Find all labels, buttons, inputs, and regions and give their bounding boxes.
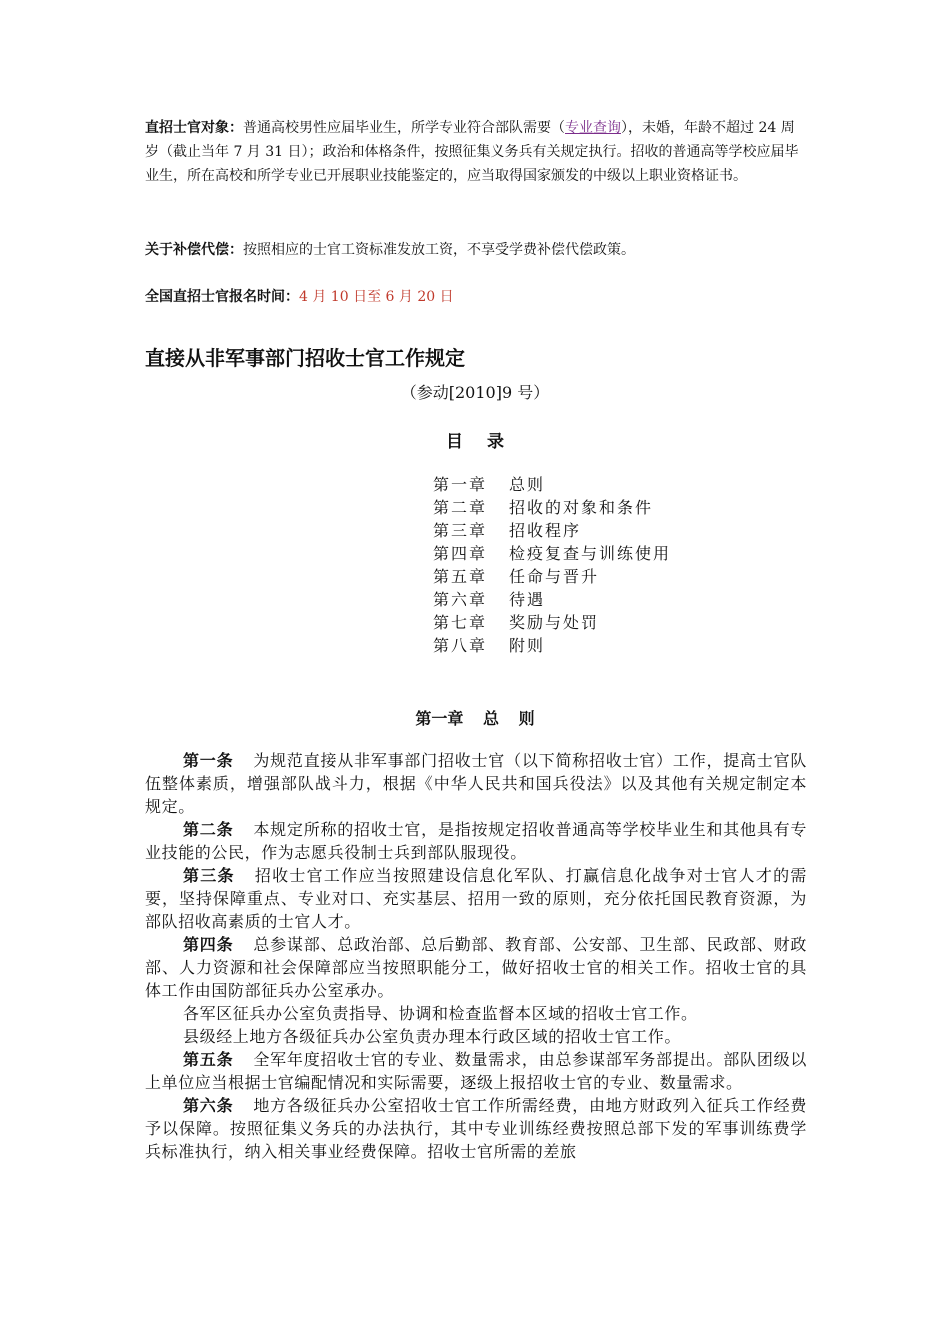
article-6 [145, 1094, 807, 1163]
toc-title: 待遇 [509, 590, 546, 609]
toc-item [433, 473, 671, 496]
article-text: 各军区征兵办公室负责指导、协调和检查监督本区域的招收士官工作。 [183, 1004, 698, 1023]
toc-chapter: 第三章 [433, 521, 488, 540]
article-text: 地方各级征兵办公室招收士官工作所需经费，由地方财政列入征兵工作经费予以保障。按照征集义务兵的办法执行，其中专业训练经费按照总部下发的军事训练费学兵标准执行，纳入相关事业经费保障。招收士官所需的差旅 [145, 1096, 807, 1161]
toc-title: 招收的对象和条件 [509, 498, 654, 517]
toc-chapter: 第五章 [433, 567, 488, 586]
registration-time-label: 全国直招士官报名时间： [145, 289, 299, 305]
article-label: 第一条 [183, 751, 234, 770]
article-text: 总参谋部、总政治部、总后勤部、教育部、公安部、卫生部、民政部、财政部、人力资源和社会保障部应当按照职能分工，做好招收士官的相关工作。招收士官的具体工作由国防部征兵办公室承办。 [145, 935, 807, 1000]
article-4 [145, 933, 807, 1002]
article-text: 县级经上地方各级征兵办公室负责办理本行政区域的招收士官工作。 [183, 1027, 682, 1046]
compensation-label: 关于补偿代偿： [145, 242, 243, 258]
toc-heading: 目录 [446, 432, 528, 452]
toc-title: 附则 [509, 636, 546, 655]
toc-title: 总则 [509, 475, 546, 494]
article-2 [145, 818, 807, 864]
document-title: 直接从非军事部门招收士官工作规定 [145, 346, 465, 370]
toc-chapter: 第四章 [433, 544, 488, 563]
article-text: 全军年度招收士官的专业、数量需求，由总参谋部军务部提出。部队团级以上单位应当根据士官编配情况和实际需要，逐级上报招收士官的专业、数量需求。 [145, 1050, 807, 1092]
toc-chapter: 第二章 [433, 498, 488, 517]
article-label: 第二条 [183, 820, 234, 839]
major-query-link[interactable]: 专业查询 [565, 120, 621, 136]
toc-chapter: 第八章 [433, 636, 488, 655]
table-of-contents [433, 473, 671, 657]
recruit-target-label: 直招士官对象： [145, 120, 243, 136]
registration-date: 4 月 10 日至 6 月 20 日 [299, 289, 454, 305]
toc-chapter: 第一章 [433, 475, 488, 494]
chapter-one-heading: 第一章 总 则 [415, 709, 535, 728]
toc-item [433, 565, 671, 588]
article-text: 本规定所称的招收士官，是指按规定招收普通高等学校毕业生和其他具有专业技能的公民，作为志愿兵役制士兵到部队服现役。 [145, 820, 807, 862]
toc-title: 招收程序 [509, 521, 582, 540]
article-label: 第六条 [183, 1096, 234, 1115]
article-4-para-3 [145, 1025, 807, 1048]
toc-title: 检疫复查与训练使用 [509, 544, 672, 563]
article-5 [145, 1048, 807, 1094]
toc-item [433, 496, 671, 519]
toc-item [433, 519, 671, 542]
document-number: （参动[2010]9 号） [400, 383, 550, 402]
toc-item [433, 588, 671, 611]
compensation-text: 按照相应的士官工资标准发放工资，不享受学费补偿代偿政策。 [243, 242, 635, 258]
toc-title: 奖励与处罚 [509, 613, 600, 632]
article-label: 第三条 [183, 866, 235, 885]
article-1 [145, 749, 807, 818]
toc-item [433, 634, 671, 657]
toc-item [433, 611, 671, 634]
chapter-one-body [145, 749, 807, 1163]
toc-chapter: 第七章 [433, 613, 488, 632]
recruit-target-text: 普通高校男性应届毕业生，所学专业符合部队需要（ [243, 120, 565, 136]
intro-registration-time [145, 285, 807, 309]
article-label: 第五条 [183, 1050, 234, 1069]
toc-item [433, 542, 671, 565]
toc-title: 任命与晋升 [509, 567, 600, 586]
article-3 [145, 864, 807, 933]
article-text: 招收士官工作应当按照建设信息化军队、打赢信息化战争对士官人才的需要，坚持保障重点、专业对口、充实基层、招用一致的原则，充分依托国民教育资源，为部队招收高素质的士官人才。 [145, 866, 807, 931]
intro-compensation [145, 238, 807, 262]
intro-recruit-target [145, 116, 807, 188]
toc-chapter: 第六章 [433, 590, 488, 609]
article-text: 为规范直接从非军事部门招收士官（以下简称招收士官）工作，提高士官队伍整体素质，增强部队战斗力，根据《中华人民共和国兵役法》以及其他有关规定制定本规定。 [145, 751, 807, 816]
article-label: 第四条 [183, 935, 234, 954]
recruit-target-text-cont: ），未婚，年龄不超过 24 周岁（截止当年 7 月 31 日）；政治和体格条件，按照征集义务兵有关规定执行。招收的普通高等学校应届毕业生，所在高校和所学专业已开展职业技能鉴定的，应当取得国家颁发的中级以上职业资格证书。 [145, 120, 799, 184]
article-4-para-2 [145, 1002, 807, 1025]
